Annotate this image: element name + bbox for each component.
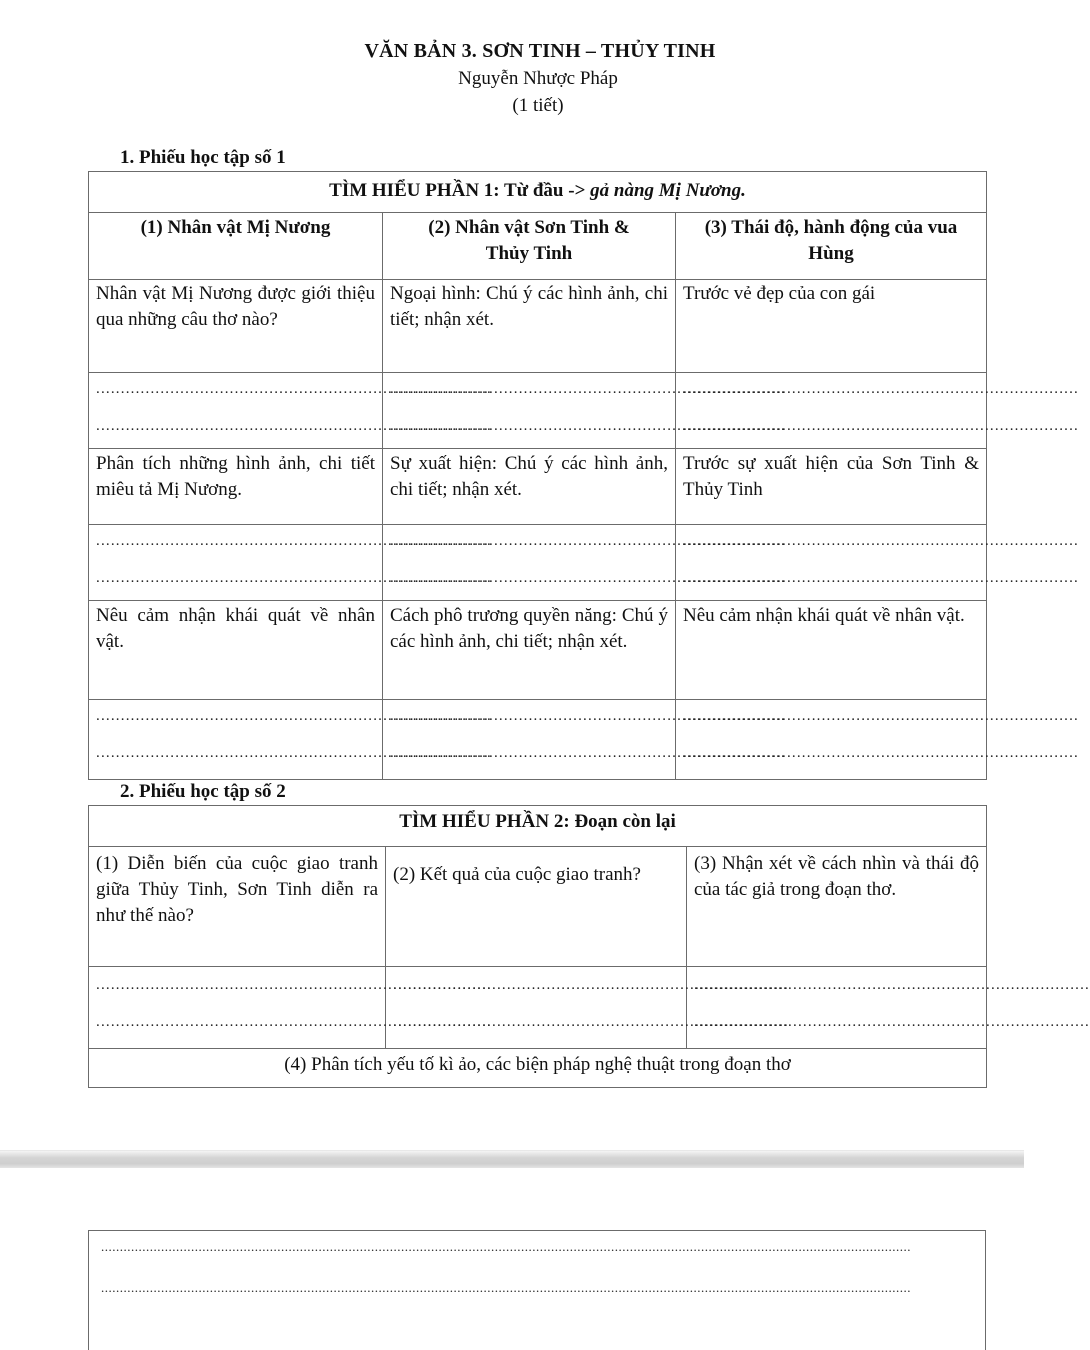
- answer-line: ................................................................................: [683, 418, 1079, 434]
- sheet1-row-3-col-1: Nêu cảm nhận khái quát về nhân vật.: [89, 601, 383, 700]
- answer-line: ................................................................................: [683, 533, 1079, 549]
- answer-line: ................................................................................: [694, 977, 1090, 993]
- answer-line: ................................................................................: [683, 745, 1079, 761]
- sheet2-answer-1[interactable]: [89, 967, 492, 1049]
- sheet1-row-2-answer-2[interactable]: [383, 525, 786, 601]
- answer-line: ........................................................................................................................................................................................................................: [101, 1239, 911, 1254]
- sheet2-footer-row: (4) Phân tích yếu tố kì ảo, các biện pháp nghệ thuật trong đoạn thơ: [89, 1049, 987, 1088]
- sheet1-table: [88, 171, 1079, 780]
- answer-line: ................................................................................: [96, 708, 492, 724]
- answer-line: ................................................................................: [96, 381, 492, 397]
- answer-line: ................................................................................: [683, 381, 1079, 397]
- lesson-count: (1 tiết): [512, 95, 564, 116]
- continuation-box[interactable]: [88, 1230, 986, 1350]
- answer-line: ................................................................................: [96, 1014, 492, 1030]
- sheet1-row-1-col-2: Ngoại hình: Chú ý các hình ảnh, chi tiết; nhận xét.: [383, 280, 676, 373]
- sheet1-row-2-answer-3[interactable]: [676, 525, 1079, 601]
- sheet1-row-1-answer-3[interactable]: [676, 373, 1079, 449]
- answer-line: ........................................................................................................................................................................................................................: [101, 1280, 911, 1295]
- sheet1-row-2-col-3: Trước sự xuất hiện của Sơn Tinh & Thủy Tinh: [676, 449, 987, 525]
- sheet1-row-2-col-1: Phân tích những hình ảnh, chi tiết miêu tả Mị Nương.: [89, 449, 383, 525]
- sheet2-answer-3[interactable]: [687, 967, 1090, 1049]
- sheet1-header-plain: TÌM HIỂU PHẦN 1: Từ đầu ->: [329, 180, 591, 201]
- sheet2-col-2-header: (2) Kết quả của cuộc giao tranh?: [386, 847, 687, 967]
- sheet1-row-2-answer-1[interactable]: [89, 525, 492, 601]
- sheet1-row-1-answer-2[interactable]: [383, 373, 786, 449]
- sheet1-row-1-col-3: Trước vẻ đẹp của con gái: [676, 280, 987, 373]
- sheet1-row-3-answer-1[interactable]: [89, 700, 492, 780]
- sheet1-header-italic: gả nàng Mị Nương.: [590, 180, 746, 201]
- answer-line: ................................................................................: [96, 418, 492, 434]
- answer-line: ................................................................................: [390, 570, 786, 586]
- sheet1-row-3-col-3: Nêu cảm nhận khái quát về nhân vật.: [676, 601, 987, 700]
- answer-line: ................................................................................: [96, 570, 492, 586]
- sheet1-row-3-answer-2[interactable]: [383, 700, 786, 780]
- answer-line: ................................................................................: [96, 977, 492, 993]
- answer-line: ................................................................................: [683, 708, 1079, 724]
- answer-line: ................................................................................: [390, 533, 786, 549]
- sheet2-col-3-header: (3) Nhận xét về cách nhìn và thái độ của tác giả trong đoạn thơ.: [687, 847, 987, 967]
- sheet1-row-1-col-1: Nhân vật Mị Nương được giới thiệu qua những câu thơ nào?: [89, 280, 383, 373]
- sheet2-answer-2[interactable]: [386, 967, 789, 1049]
- sheet1-header: [89, 172, 987, 213]
- answer-line: ................................................................................: [390, 708, 786, 724]
- answer-line: ................................................................................: [393, 977, 789, 993]
- document-title: VĂN BẢN 3. SƠN TINH – THỦY TINH: [364, 40, 716, 62]
- answer-line: ................................................................................: [683, 570, 1079, 586]
- answer-line: ................................................................................: [694, 1014, 1090, 1030]
- sheet1-col-2-header: (2) Nhân vật Sơn Tinh & Thủy Tinh: [383, 213, 676, 280]
- answer-line: ................................................................................: [390, 418, 786, 434]
- sheet1-row-3-answer-3[interactable]: [676, 700, 1079, 780]
- sheet1-label: 1. Phiếu học tập số 1: [120, 147, 286, 168]
- sheet1-row-3-col-2: Cách phô trương quyền năng: Chú ý các hình ảnh, chi tiết; nhận xét.: [383, 601, 676, 700]
- sheet2-header: TÌM HIỂU PHẦN 2: Đoạn còn lại: [89, 806, 987, 847]
- sheet2-col-1-header: (1) Diễn biến của cuộc giao tranh giữa Thủy Tinh, Sơn Tinh diễn ra như thế nào?: [89, 847, 386, 967]
- page-separator: [0, 1150, 1024, 1168]
- answer-line: ................................................................................: [390, 381, 786, 397]
- sheet1-row-1-answer-1[interactable]: [89, 373, 492, 449]
- sheet1-col-3-header: (3) Thái độ, hành động của vua Hùng: [676, 213, 987, 280]
- sheet1-row-2-col-2: Sự xuất hiện: Chú ý các hình ảnh, chi tiết; nhận xét.: [383, 449, 676, 525]
- document-author: Nguyễn Nhược Pháp: [458, 68, 618, 89]
- sheet2-table: [88, 805, 1090, 1088]
- sheet2-label: 2. Phiếu học tập số 2: [120, 781, 286, 802]
- answer-line: ................................................................................: [96, 745, 492, 761]
- answer-line: ................................................................................: [96, 533, 492, 549]
- answer-line: ................................................................................: [393, 1014, 789, 1030]
- answer-line: ................................................................................: [390, 745, 786, 761]
- sheet1-col-1-header: (1) Nhân vật Mị Nương: [89, 213, 383, 280]
